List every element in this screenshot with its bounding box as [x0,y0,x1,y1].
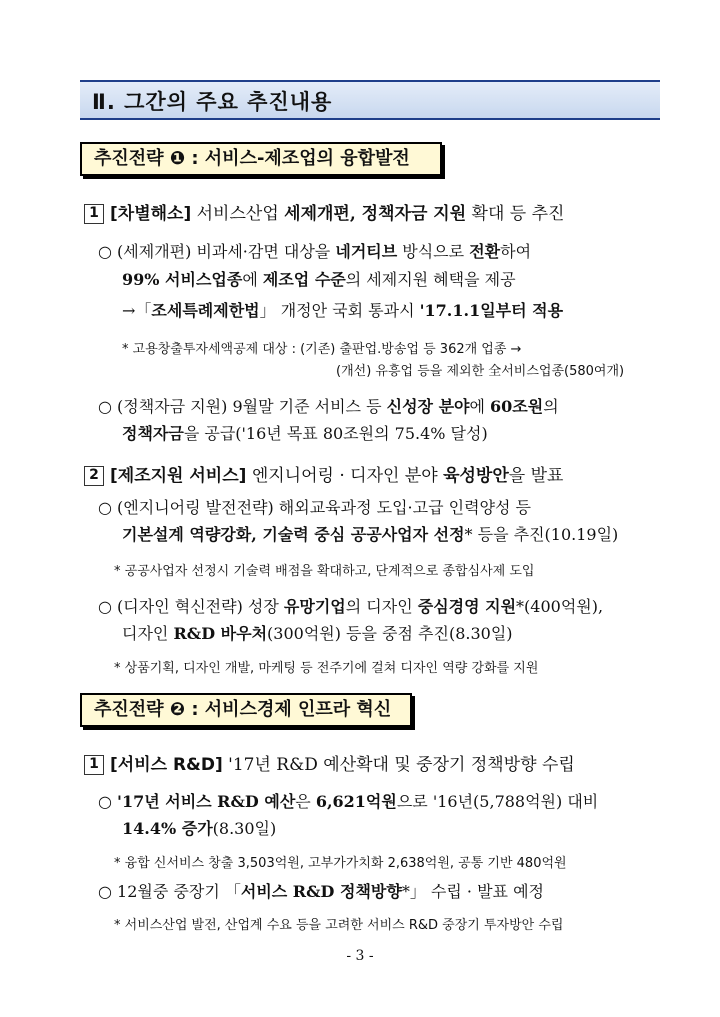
list-item-cont [122,268,516,292]
footnote-cont: (개선) 유흥업 등을 제외한 全서비스업종(580여개) [336,364,625,379]
item-emphasis: 제조업 수준 [262,270,346,289]
item-emphasis: 조세특례제한법 [151,301,260,320]
heading-text: '17년 R&D 예산확대 및 중장기 정책방향 수립 [222,755,575,775]
item-text: 으로 '16년(5,788억원) 대비 [396,792,599,811]
list-item [98,595,603,619]
list-item-cont [122,422,488,446]
heading-text: 서비스산업 [191,204,285,224]
item-text: 을 공급('16년 목표 80조원의 75.4% 달성) [183,424,488,443]
list-item [98,790,598,814]
item-emphasis: 중심경영 지원 [417,597,517,616]
item-emphasis: R&D 바우처 [173,624,268,643]
item-emphasis: 신성장 분야 [386,397,470,416]
heading-tag: [제조지원 서비스] [110,466,247,486]
footnote: * 융합 신서비스 창출 3,503억원, 고부가가치화 2,638억원, 공통 기반 480억원 [114,856,567,871]
item-emphasis: 기본설계 역량강화, 기술력 중심 공공사업자 선정 [122,525,465,544]
list-item-arrow [122,299,563,323]
footnote: * 고용창출투자세액공제 대상 : (기존) 출판업.방송업 등 362개 업종 → [122,342,522,357]
item-emphasis: 서비스 R&D 정책방향 [240,882,402,901]
footnote: * 서비스산업 발전, 산업계 수요 등을 고려한 서비스 R&D 중장기 투자방안 수립 [114,918,564,933]
item-text: ○ [98,792,118,811]
heading-number: 1 [84,755,104,775]
footnote: * 상품기획, 디자인 개발, 마케팅 등 전주기에 걸쳐 디자인 역량 강화를 지원 [114,661,539,676]
heading-emphasis: 육성방안 [443,466,509,486]
item-text: *」 수립 · 발표 예정 [401,882,544,901]
item-text: 에 [242,270,263,289]
list-item [98,496,531,520]
item-text: 」 개정안 국회 통과시 [259,301,420,320]
heading-text: 엔지니어링 · 디자인 분야 [246,466,444,486]
item-text: 하여 [500,242,532,261]
item-text: ○ 12월중 중장기 「 [98,882,241,901]
item-emphasis: 정책자금 [122,424,184,443]
item-text: 디자인 [122,624,174,643]
item-text: 에 [469,397,491,416]
heading-tag: [서비스 R&D] [110,755,223,775]
strategy-1-box: 추진전략 ❶ : 서비스-제조업의 융합발전 [80,142,442,176]
item-text: 의 디자인 [345,597,418,616]
list-item-cont [122,622,513,646]
item-text: 은 [295,792,316,811]
footnote: * 공공사업자 선정시 기술력 배점을 확대하고, 단계적으로 종합심사제 도입 [114,564,535,579]
item-emphasis: 14.4% 증가 [122,819,213,838]
item-emphasis: 99% 서비스업종 [122,270,243,289]
strategy-2-box: 추진전략 ❷ : 서비스경제 인프라 혁신 [80,693,412,727]
item-text: 방식으로 [397,242,470,261]
heading-number: 2 [84,466,104,486]
list-item [98,395,559,419]
item-emphasis: '17.1.1일부터 적용 [419,301,564,320]
heading-text: 을 발표 [508,466,564,486]
list-item [98,240,531,264]
section-title: Ⅱ. 그간의 주요 추진내용 [92,90,333,114]
item-emphasis: '17년 서비스 R&D 예산 [117,792,296,811]
item-text: ○ (엔지니어링 발전전략) 해외교육과정 도입·고급 인력양성 등 [98,498,531,517]
item-text: (8.30일) [212,819,277,838]
list-item-cont [122,523,618,547]
page-number: - 3 - [346,948,374,964]
item-emphasis: 유망기업 [283,597,346,616]
arrow-text: →「 [122,301,152,320]
list-item [98,880,544,904]
item-text: *(400억원), [516,597,604,616]
strategy-1-heading-1 [84,199,564,224]
strategy-2-heading-1 [84,750,575,775]
heading-emphasis: 세제개편, 정책자금 지원 [284,204,467,224]
heading-text: 확대 등 추진 [466,204,565,224]
item-text: 의 [543,397,559,416]
strategy-1-heading-2 [84,461,563,486]
item-text: ○ (정책자금 지원) 9월말 기준 서비스 등 [98,397,387,416]
item-emphasis: 60조원 [490,397,544,416]
item-text: 의 세제지원 혜택을 제공 [345,270,516,289]
item-text: (300억원) 등을 중점 추진(8.30일) [267,624,513,643]
item-emphasis: 6,621억원 [315,792,397,811]
item-emphasis: 전환 [469,242,501,261]
item-text: * 등을 추진(10.19일) [464,525,619,544]
heading-number: 1 [84,204,104,224]
list-item-cont [122,817,276,841]
item-emphasis: 네거티브 [335,242,398,261]
item-text: ○ (세제개편) 비과세·감면 대상을 [98,242,336,261]
item-text: ○ (디자인 혁신전략) 성장 [98,597,284,616]
heading-tag: [차별해소] [110,204,192,224]
